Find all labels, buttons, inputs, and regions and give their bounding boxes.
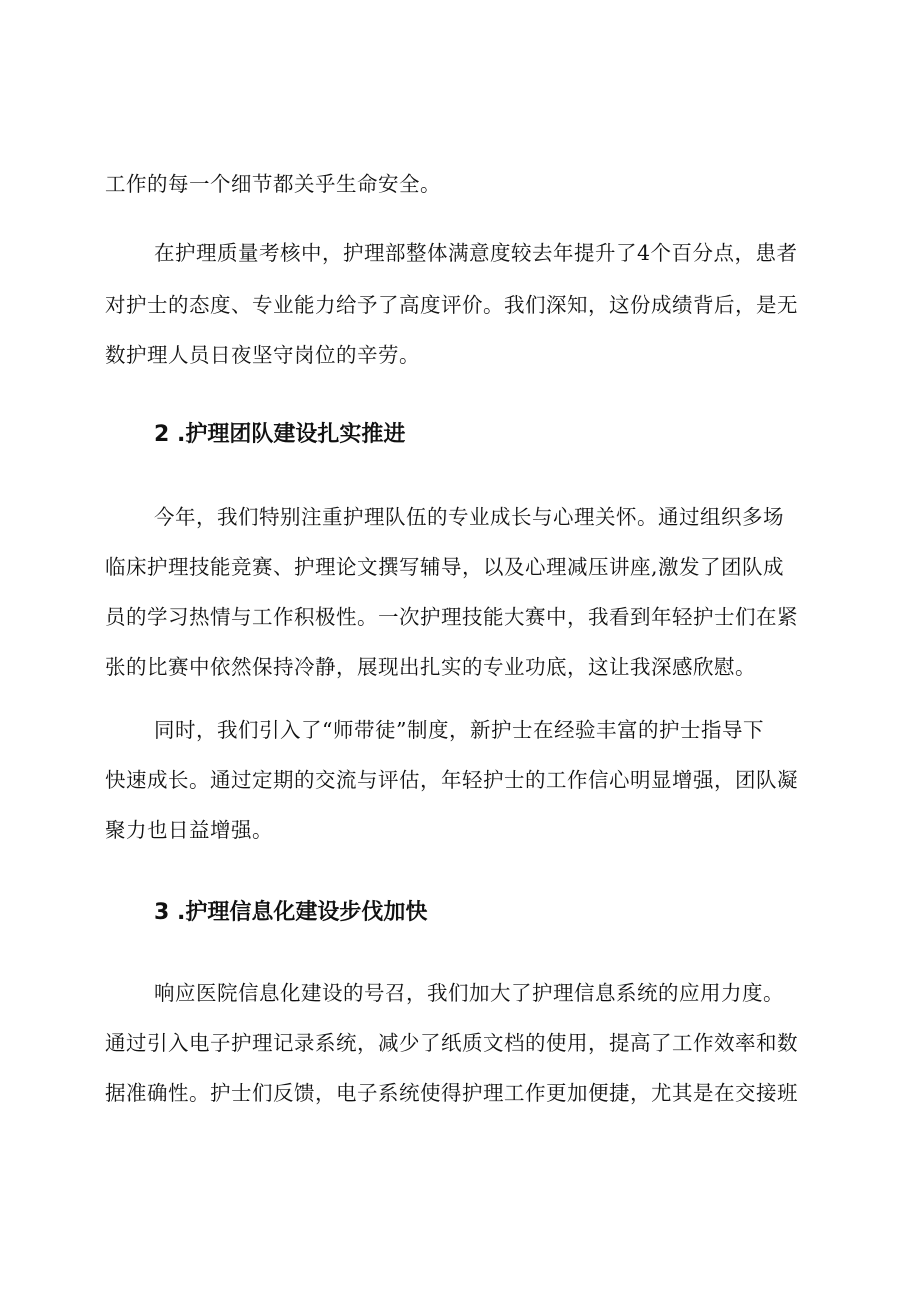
intro-tail-line: 工作的每一个细节都关乎生命安全。: [105, 172, 441, 196]
quality-paragraph-line-3: 数护理人员日夜坚守岗位的辛劳。: [105, 343, 420, 367]
team-paragraph-line-2: 临床护理技能竞赛、护理论文撰写辅导，以及心理减压讲座,激发了团队成: [105, 555, 785, 579]
team-paragraph-line-3: 员的学习热情与工作积极性。一次护理技能大赛中，我看到年轻护士们在紧: [105, 605, 798, 629]
it-paragraph-line-2: 通过引入电子护理记录系统，减少了纸质文档的使用，提高了工作效率和数: [105, 1031, 798, 1055]
it-paragraph-line-3: 据准确性。护士们反馈，电子系统使得护理工作更加便捷，尤其是在交接班: [105, 1081, 798, 1105]
team-paragraph-line-4: 张的比赛中依然保持冷静，展现出扎实的专业功底，这让我深感欣慰。: [105, 655, 756, 679]
it-paragraph-line-1: 响应医院信息化建设的号召，我们加大了护理信息系统的应用力度。: [154, 981, 784, 1005]
team-paragraph-line-1: 今年，我们特别注重护理队伍的专业成长与心理关怀。通过组织多场: [154, 505, 784, 529]
section-heading-3: 3 .护理信息化建设步伐加快: [154, 900, 428, 925]
mentor-paragraph-line-3: 聚力也日益增强。: [105, 818, 273, 842]
mentor-paragraph-line-1: 同时，我们引入了“师带徒”制度，新护士在经验丰富的护士指导下: [154, 718, 764, 742]
section-heading-2: 2 .护理团队建设扎实推进: [154, 422, 406, 447]
quality-paragraph-line-2: 对护士的态度、专业能力给予了高度评价。我们深知，这份成绩背后，是无: [105, 293, 798, 317]
quality-paragraph-line-1: 在护理质量考核中，护理部整体满意度较去年提升了4个百分点，患者: [154, 241, 798, 265]
mentor-paragraph-line-2: 快速成长。通过定期的交流与评估，年轻护士的工作信心明显增强，团队凝: [105, 768, 798, 792]
